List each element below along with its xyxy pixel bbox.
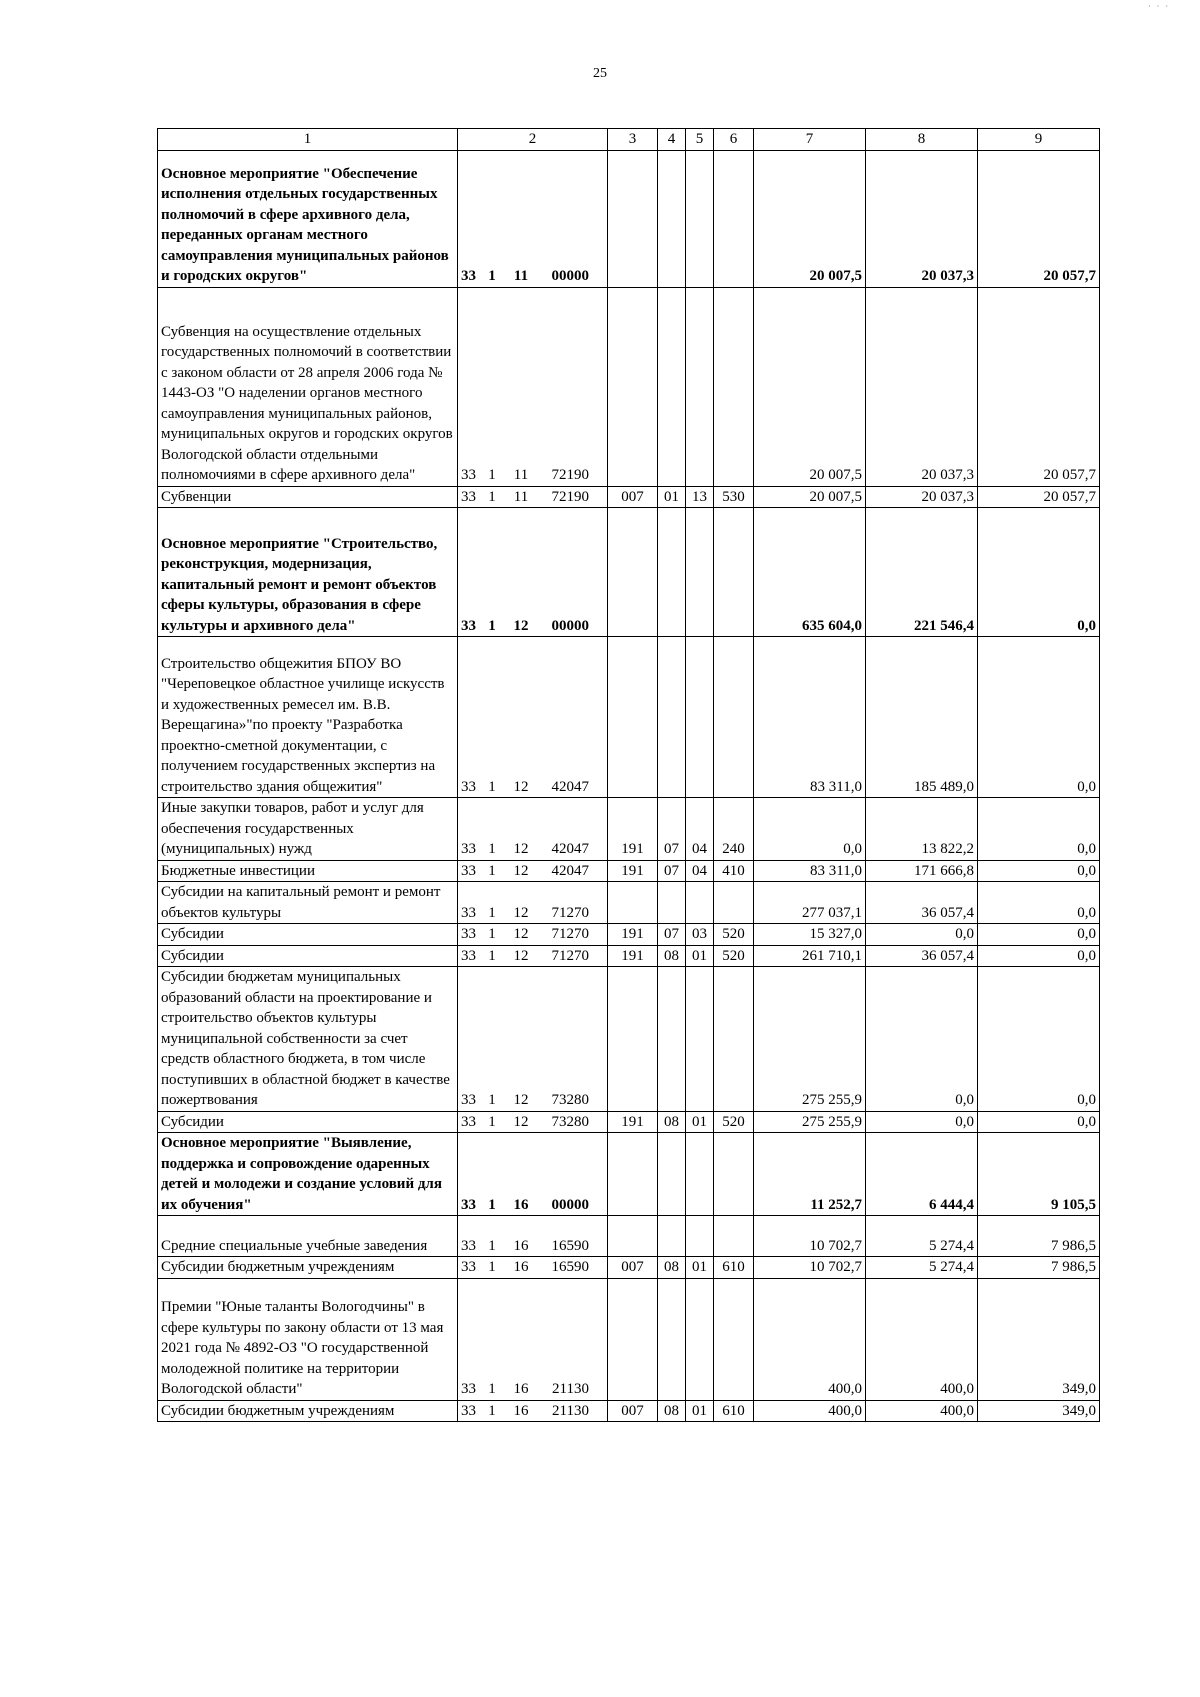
row-code (458, 882, 608, 924)
cell-c6 (714, 882, 754, 924)
cell-c4 (658, 287, 686, 486)
cell-c3 (608, 1216, 658, 1257)
amount-c8: 400,0 (866, 1278, 978, 1400)
column-header: 3 (608, 129, 658, 151)
budget-table (157, 128, 1100, 1422)
table-row (158, 882, 1100, 924)
code-part: 33 (461, 617, 476, 634)
cell-c4: 01 (658, 486, 686, 508)
cell-c6 (714, 508, 754, 637)
cell-c3 (608, 508, 658, 637)
code-part: 71270 (551, 926, 589, 942)
cell-c6: 520 (714, 1111, 754, 1133)
table-row (158, 1111, 1100, 1133)
code-part: 16590 (551, 1259, 589, 1275)
code-part: 1 (488, 1092, 496, 1108)
amount-c9: 0,0 (978, 967, 1100, 1112)
row-code (458, 1278, 608, 1400)
amount-c8: 6 444,4 (866, 1133, 978, 1216)
amount-c8: 185 489,0 (866, 637, 978, 798)
code-part: 1 (488, 1381, 496, 1397)
cell-c4: 08 (658, 1111, 686, 1133)
code-part: 1 (488, 1259, 496, 1275)
column-header: 4 (658, 129, 686, 151)
row-code (458, 967, 608, 1112)
code-part: 12 (513, 926, 529, 942)
cell-c6 (714, 1216, 754, 1257)
code-part: 72190 (551, 488, 589, 505)
code-part: 71270 (551, 904, 589, 921)
row-name: Иные закупки товаров, работ и услуг для обеспечения государственных (муниципальных) нужд (158, 798, 458, 861)
amount-c9: 0,0 (978, 945, 1100, 967)
cell-c6: 610 (714, 1257, 754, 1279)
cell-c5 (686, 637, 714, 798)
cell-c4 (658, 637, 686, 798)
code-part: 33 (461, 1259, 476, 1275)
amount-c7: 20 007,5 (754, 150, 866, 287)
code-part: 16 (513, 1402, 529, 1419)
cell-c5 (686, 1216, 714, 1257)
code-part: 33 (461, 488, 476, 505)
cell-c3 (608, 882, 658, 924)
cell-c6: 240 (714, 798, 754, 861)
cell-c3: 007 (608, 486, 658, 508)
cell-c5: 04 (686, 798, 714, 861)
amount-c9: 9 105,5 (978, 1133, 1100, 1216)
cell-c5 (686, 150, 714, 287)
cell-c5: 03 (686, 924, 714, 946)
code-part: 12 (513, 904, 529, 921)
cell-c6 (714, 287, 754, 486)
code-part: 00000 (551, 1196, 589, 1213)
code-part: 16 (513, 1237, 529, 1254)
amount-c7: 261 710,1 (754, 945, 866, 967)
code-part: 33 (461, 1092, 476, 1108)
cell-c5 (686, 287, 714, 486)
cell-c4 (658, 882, 686, 924)
code-part: 1 (488, 1237, 496, 1254)
amount-c7: 83 311,0 (754, 637, 866, 798)
code-part: 42047 (551, 841, 589, 857)
table-row (158, 1133, 1100, 1216)
code-part: 12 (513, 617, 529, 634)
row-name: Основное мероприятие "Строительство, реконструкция, модернизация, капитальный ремонт и ремонт объектов сферы культуры, образования в сфере культуры и архивного дела" (158, 508, 458, 637)
row-code (458, 287, 608, 486)
code-part: 16590 (551, 1237, 589, 1254)
row-name: Субсидии (158, 945, 458, 967)
cell-c3 (608, 637, 658, 798)
cell-c5: 13 (686, 486, 714, 508)
scan-mark: · · · (1148, 2, 1170, 11)
code-part: 1 (488, 841, 496, 857)
amount-c7: 83 311,0 (754, 860, 866, 882)
code-part: 33 (461, 268, 476, 284)
code-part: 1 (488, 488, 496, 505)
cell-c5 (686, 882, 714, 924)
row-name: Премии "Юные таланты Вологодчины" в сфере культуры по закону области от 13 мая 2021 года № 4892-ОЗ "О государственной молодежной политике на территории Вологодской области" (158, 1278, 458, 1400)
table-row (158, 508, 1100, 637)
cell-c5 (686, 967, 714, 1112)
row-name: Субвенции (158, 486, 458, 508)
code-part: 16 (513, 1381, 529, 1397)
amount-c9: 0,0 (978, 1111, 1100, 1133)
row-code (458, 1111, 608, 1133)
column-header: 9 (978, 129, 1100, 151)
amount-c8: 36 057,4 (866, 882, 978, 924)
page-number: 25 (593, 66, 607, 81)
code-part: 12 (513, 841, 529, 857)
cell-c3: 191 (608, 945, 658, 967)
amount-c8: 0,0 (866, 924, 978, 946)
row-code (458, 508, 608, 637)
code-part: 33 (461, 1237, 476, 1254)
cell-c6 (714, 967, 754, 1112)
row-name: Субвенция на осуществление отдельных государственных полномочий в соответствии с законом области от 28 апреля 2006 года № 1443-ОЗ "О наделении органов местного самоуправления муниципальных районов, муниципальных округов и городских округов Вологодской области отдельными полномочиями в сфере архивного дела" (158, 287, 458, 486)
row-name: Субсидии бюджетам муниципальных образований области на проектирование и строительство объектов культуры муниципальной собственности за счет средств областного бюджета, в том числе поступивших в областной бюджет в качестве пожертвования (158, 967, 458, 1112)
amount-c7: 11 252,7 (754, 1133, 866, 1216)
row-name: Субсидии на капитальный ремонт и ремонт объектов культуры (158, 882, 458, 924)
amount-c9: 0,0 (978, 508, 1100, 637)
code-part: 73280 (551, 1092, 589, 1108)
code-part: 33 (461, 862, 476, 879)
row-name: Субсидии (158, 924, 458, 946)
code-part: 1 (488, 1196, 496, 1213)
amount-c9: 20 057,7 (978, 486, 1100, 508)
code-part: 33 (461, 1381, 476, 1397)
cell-c3 (608, 1133, 658, 1216)
row-name: Субсидии бюджетным учреждениям (158, 1257, 458, 1279)
amount-c8: 5 274,4 (866, 1257, 978, 1279)
code-part: 42047 (551, 778, 589, 795)
code-part: 1 (488, 1402, 496, 1419)
code-part: 11 (513, 268, 529, 284)
code-part: 1 (488, 1113, 496, 1130)
column-header: 1 (158, 129, 458, 151)
code-part: 33 (461, 1113, 476, 1130)
code-part: 12 (513, 1113, 529, 1130)
code-part: 1 (488, 268, 496, 284)
cell-c5 (686, 508, 714, 637)
cell-c3: 191 (608, 798, 658, 861)
cell-c4 (658, 1278, 686, 1400)
code-part: 21130 (552, 1381, 589, 1397)
cell-c3 (608, 967, 658, 1112)
code-part: 1 (488, 904, 496, 921)
amount-c8: 13 822,2 (866, 798, 978, 861)
amount-c7: 10 702,7 (754, 1257, 866, 1279)
amount-c9: 349,0 (978, 1400, 1100, 1422)
cell-c3: 191 (608, 1111, 658, 1133)
cell-c5: 01 (686, 1111, 714, 1133)
amount-c9: 20 057,7 (978, 150, 1100, 287)
cell-c6 (714, 637, 754, 798)
amount-c7: 20 007,5 (754, 287, 866, 486)
amount-c7: 0,0 (754, 798, 866, 861)
table-row (158, 798, 1100, 861)
amount-c9: 349,0 (978, 1278, 1100, 1400)
amount-c9: 0,0 (978, 798, 1100, 861)
row-code (458, 1257, 608, 1279)
cell-c4 (658, 1216, 686, 1257)
table-body (158, 129, 1100, 1422)
amount-c7: 635 604,0 (754, 508, 866, 637)
cell-c6: 520 (714, 945, 754, 967)
code-part: 11 (513, 467, 529, 483)
row-name: Строительство общежития БПОУ ВО "Череповецкое областное училище искусств и художественных ремесел им. В.В. Верещагина»"по проекту "Разработка проектно-сметной документации, с получением государственных экспертиз на строительство здания общежития" (158, 637, 458, 798)
code-part: 12 (513, 862, 529, 879)
row-code (458, 798, 608, 861)
cell-c4 (658, 508, 686, 637)
amount-c8: 5 274,4 (866, 1216, 978, 1257)
cell-c6 (714, 1278, 754, 1400)
amount-c7: 277 037,1 (754, 882, 866, 924)
amount-c7: 20 007,5 (754, 486, 866, 508)
column-header: 7 (754, 129, 866, 151)
code-part: 72190 (551, 467, 589, 483)
code-part: 33 (461, 926, 476, 942)
amount-c8: 221 546,4 (866, 508, 978, 637)
row-name: Бюджетные инвестиции (158, 860, 458, 882)
cell-c4: 08 (658, 1257, 686, 1279)
table-row (158, 945, 1100, 967)
amount-c7: 400,0 (754, 1278, 866, 1400)
code-part: 16 (513, 1259, 529, 1275)
code-part: 33 (461, 904, 476, 921)
cell-c5: 01 (686, 945, 714, 967)
code-part: 33 (461, 1402, 476, 1419)
code-part: 1 (488, 467, 496, 483)
cell-c3 (608, 287, 658, 486)
code-part: 00000 (551, 268, 589, 284)
cell-c6: 410 (714, 860, 754, 882)
cell-c4: 08 (658, 1400, 686, 1422)
row-name: Основное мероприятие "Обеспечение исполнения отдельных государственных полномочий в сфере архивного дела, переданных органам местного самоуправления муниципальных районов и городских округов" (158, 150, 458, 287)
amount-c8: 20 037,3 (866, 150, 978, 287)
cell-c3: 191 (608, 860, 658, 882)
column-header: 5 (686, 129, 714, 151)
table-row (158, 967, 1100, 1112)
code-part: 12 (513, 947, 529, 964)
cell-c6: 520 (714, 924, 754, 946)
amount-c7: 10 702,7 (754, 1216, 866, 1257)
amount-c8: 0,0 (866, 1111, 978, 1133)
amount-c7: 15 327,0 (754, 924, 866, 946)
code-part: 33 (461, 1196, 476, 1213)
cell-c4 (658, 1133, 686, 1216)
table-row (158, 637, 1100, 798)
amount-c9: 0,0 (978, 882, 1100, 924)
code-part: 42047 (551, 862, 589, 879)
row-name: Субсидии (158, 1111, 458, 1133)
code-part: 71270 (551, 947, 589, 964)
row-code (458, 150, 608, 287)
cell-c4 (658, 150, 686, 287)
amount-c7: 400,0 (754, 1400, 866, 1422)
row-name: Средние специальные учебные заведения (158, 1216, 458, 1257)
row-code (458, 945, 608, 967)
column-header: 2 (458, 129, 608, 151)
code-part: 11 (513, 488, 529, 505)
column-header: 8 (866, 129, 978, 151)
table-row (158, 1257, 1100, 1279)
table-row (158, 150, 1100, 287)
cell-c6 (714, 1133, 754, 1216)
cell-c3 (608, 1278, 658, 1400)
amount-c9: 0,0 (978, 924, 1100, 946)
row-code (458, 1400, 608, 1422)
cell-c6 (714, 150, 754, 287)
row-code (458, 1133, 608, 1216)
code-part: 16 (513, 1196, 529, 1213)
code-part: 33 (461, 947, 476, 964)
amount-c7: 275 255,9 (754, 1111, 866, 1133)
amount-c8: 20 037,3 (866, 486, 978, 508)
amount-c8: 400,0 (866, 1400, 978, 1422)
code-part: 73280 (551, 1113, 589, 1130)
row-code (458, 637, 608, 798)
table-row (158, 1278, 1100, 1400)
amount-c9: 0,0 (978, 860, 1100, 882)
cell-c4: 07 (658, 924, 686, 946)
amount-c8: 36 057,4 (866, 945, 978, 967)
cell-c6: 610 (714, 1400, 754, 1422)
cell-c5 (686, 1133, 714, 1216)
cell-c6: 530 (714, 486, 754, 508)
row-code (458, 924, 608, 946)
amount-c8: 20 037,3 (866, 287, 978, 486)
cell-c3: 191 (608, 924, 658, 946)
table-row (158, 1216, 1100, 1257)
amount-c9: 0,0 (978, 637, 1100, 798)
code-part: 33 (461, 841, 476, 857)
table-row (158, 1400, 1100, 1422)
code-part: 00000 (551, 617, 589, 634)
cell-c3: 007 (608, 1257, 658, 1279)
code-part: 1 (488, 947, 496, 964)
row-code (458, 860, 608, 882)
amount-c8: 0,0 (866, 967, 978, 1112)
table-row (158, 860, 1100, 882)
cell-c5: 01 (686, 1257, 714, 1279)
row-code (458, 1216, 608, 1257)
cell-c4: 07 (658, 860, 686, 882)
header-row (158, 129, 1100, 151)
code-part: 1 (488, 926, 496, 942)
cell-c5: 04 (686, 860, 714, 882)
code-part: 33 (461, 778, 476, 795)
row-name: Основное мероприятие "Выявление, поддержка и сопровождение одаренных детей и молодежи и создание условий для их обучения" (158, 1133, 458, 1216)
code-part: 21130 (552, 1402, 589, 1419)
code-part: 1 (488, 617, 496, 634)
code-part: 12 (513, 778, 529, 795)
amount-c7: 275 255,9 (754, 967, 866, 1112)
code-part: 12 (513, 1092, 529, 1108)
amount-c8: 171 666,8 (866, 860, 978, 882)
cell-c4 (658, 967, 686, 1112)
row-code (458, 486, 608, 508)
code-part: 1 (488, 862, 496, 879)
cell-c5: 01 (686, 1400, 714, 1422)
table-row (158, 924, 1100, 946)
column-header: 6 (714, 129, 754, 151)
cell-c5 (686, 1278, 714, 1400)
code-part: 1 (488, 778, 496, 795)
table-row (158, 287, 1100, 486)
row-name: Субсидии бюджетным учреждениям (158, 1400, 458, 1422)
cell-c3 (608, 150, 658, 287)
cell-c4: 08 (658, 945, 686, 967)
amount-c9: 7 986,5 (978, 1257, 1100, 1279)
amount-c9: 7 986,5 (978, 1216, 1100, 1257)
cell-c4: 07 (658, 798, 686, 861)
amount-c9: 20 057,7 (978, 287, 1100, 486)
code-part: 33 (461, 467, 476, 483)
table-row (158, 486, 1100, 508)
cell-c3: 007 (608, 1400, 658, 1422)
